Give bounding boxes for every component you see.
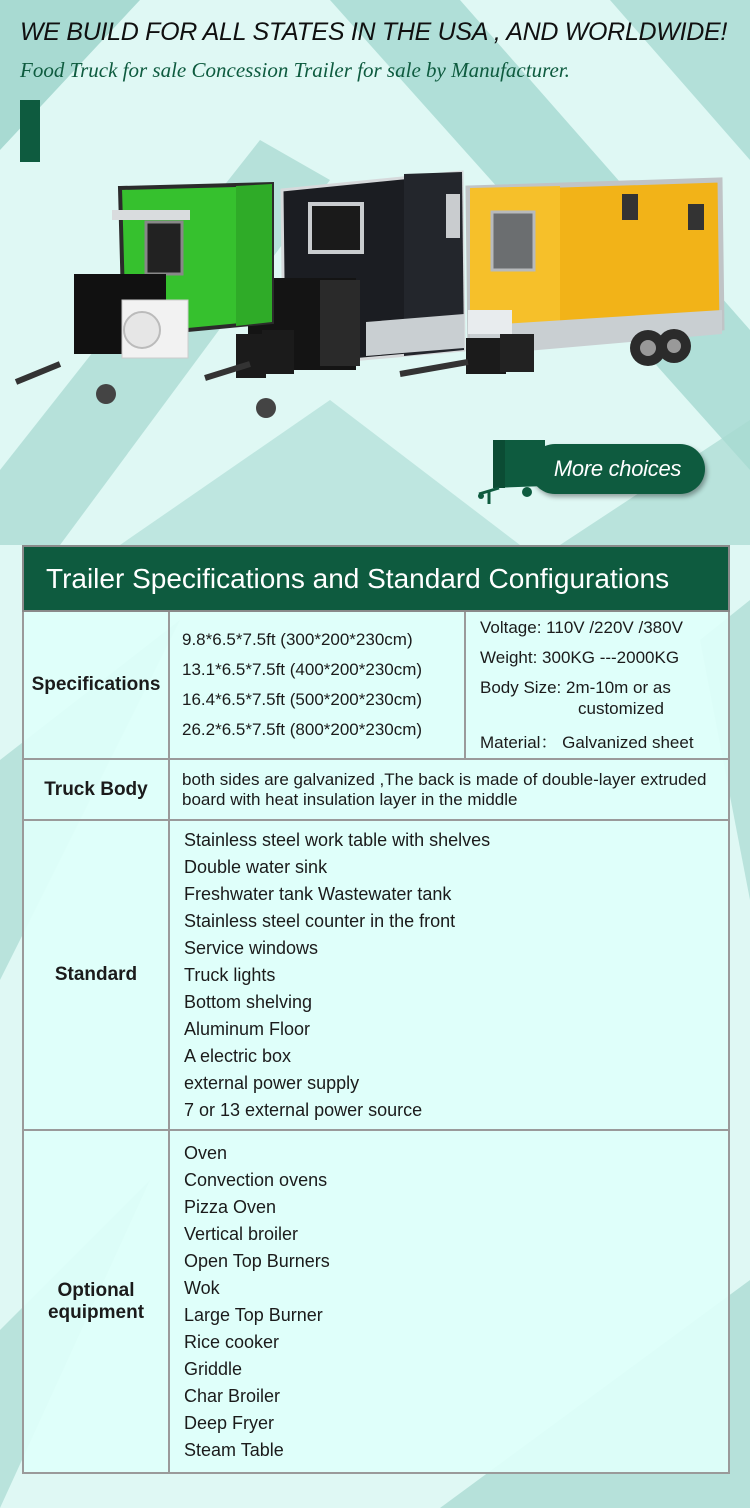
list-item: Truck lights	[184, 964, 276, 985]
subline: Food Truck for sale Concession Trailer for sale by Manufacturer.	[20, 58, 570, 82]
optional-label-line2: equipment	[47, 1301, 145, 1323]
params-cell	[465, 611, 729, 759]
hero-trailers-image	[0, 150, 750, 430]
table-row-optional	[23, 1130, 729, 1473]
row-label-standard: Standard	[23, 820, 169, 1130]
list-item: Char Broiler	[184, 1385, 281, 1406]
list-item: Steam Table	[184, 1439, 284, 1460]
voltage-text: Voltage: 110V /220V /380V	[480, 617, 683, 637]
trailer-icon	[475, 436, 555, 508]
row-label-truck-body: Truck Body	[23, 759, 169, 820]
sizes-cell	[169, 611, 465, 759]
list-item: Aluminum Floor	[184, 1018, 311, 1039]
row-label-optional	[23, 1130, 169, 1473]
list-item: Rice cooker	[184, 1331, 280, 1352]
list-item: Wok	[184, 1277, 220, 1298]
table-row-truck-body	[23, 759, 729, 820]
optional-label-line1: Optional	[57, 1279, 135, 1301]
material-text: Material： Galvanized sheet	[480, 732, 694, 752]
table-row-specifications	[23, 611, 729, 759]
optional-list	[169, 1130, 729, 1473]
table-row-standard	[23, 820, 729, 1130]
list-item: Stainless steel work table with shelves	[184, 829, 491, 850]
list-item: A electric box	[184, 1045, 292, 1066]
size-item: 9.8*6.5*7.5ft (300*200*230cm)	[182, 630, 413, 649]
list-item: Pizza Oven	[184, 1196, 277, 1217]
list-item: Large Top Burner	[184, 1304, 323, 1325]
headline: WE BUILD FOR ALL STATES IN THE USA , AND WORLDWIDE!	[20, 18, 728, 46]
more-choices-button[interactable]	[530, 444, 705, 494]
truck-body-text: both sides are galvanized ,The back is made of double-layer extruded board with heat insulation layer in the middle	[169, 759, 729, 820]
list-item: Bottom shelving	[184, 991, 313, 1012]
size-item: 13.1*6.5*7.5ft (400*200*230cm)	[182, 660, 423, 679]
standard-list	[169, 820, 729, 1130]
list-item: Vertical broiler	[184, 1223, 299, 1244]
list-item: Freshwater tank Wastewater tank	[184, 883, 452, 904]
list-item: Convection ovens	[184, 1169, 328, 1190]
spec-table	[22, 545, 730, 1474]
list-item: Service windows	[184, 937, 319, 958]
table-title: Trailer Specifications and Standard Configurations	[23, 546, 729, 611]
list-item: Oven	[184, 1142, 228, 1163]
list-item: Open Top Burners	[184, 1250, 330, 1271]
list-item: Double water sink	[184, 856, 328, 877]
list-item: external power supply	[184, 1072, 360, 1093]
more-choices-label: More choices	[553, 456, 682, 481]
list-item: Stainless steel counter in the front	[184, 910, 456, 931]
weight-text: Weight: 300KG ---2000KG	[480, 647, 680, 667]
list-item: Deep Fryer	[184, 1412, 275, 1433]
list-item: Griddle	[184, 1358, 243, 1379]
body-size-cont-text: customized	[578, 698, 664, 718]
row-label-specifications: Specifications	[23, 611, 169, 759]
body-size-text: Body Size: 2m-10m or as	[480, 677, 671, 697]
size-item: 16.4*6.5*7.5ft (500*200*230cm)	[182, 690, 423, 709]
list-item: 7 or 13 external power source	[184, 1099, 423, 1120]
size-item: 26.2*6.5*7.5ft (800*200*230cm)	[182, 720, 423, 739]
